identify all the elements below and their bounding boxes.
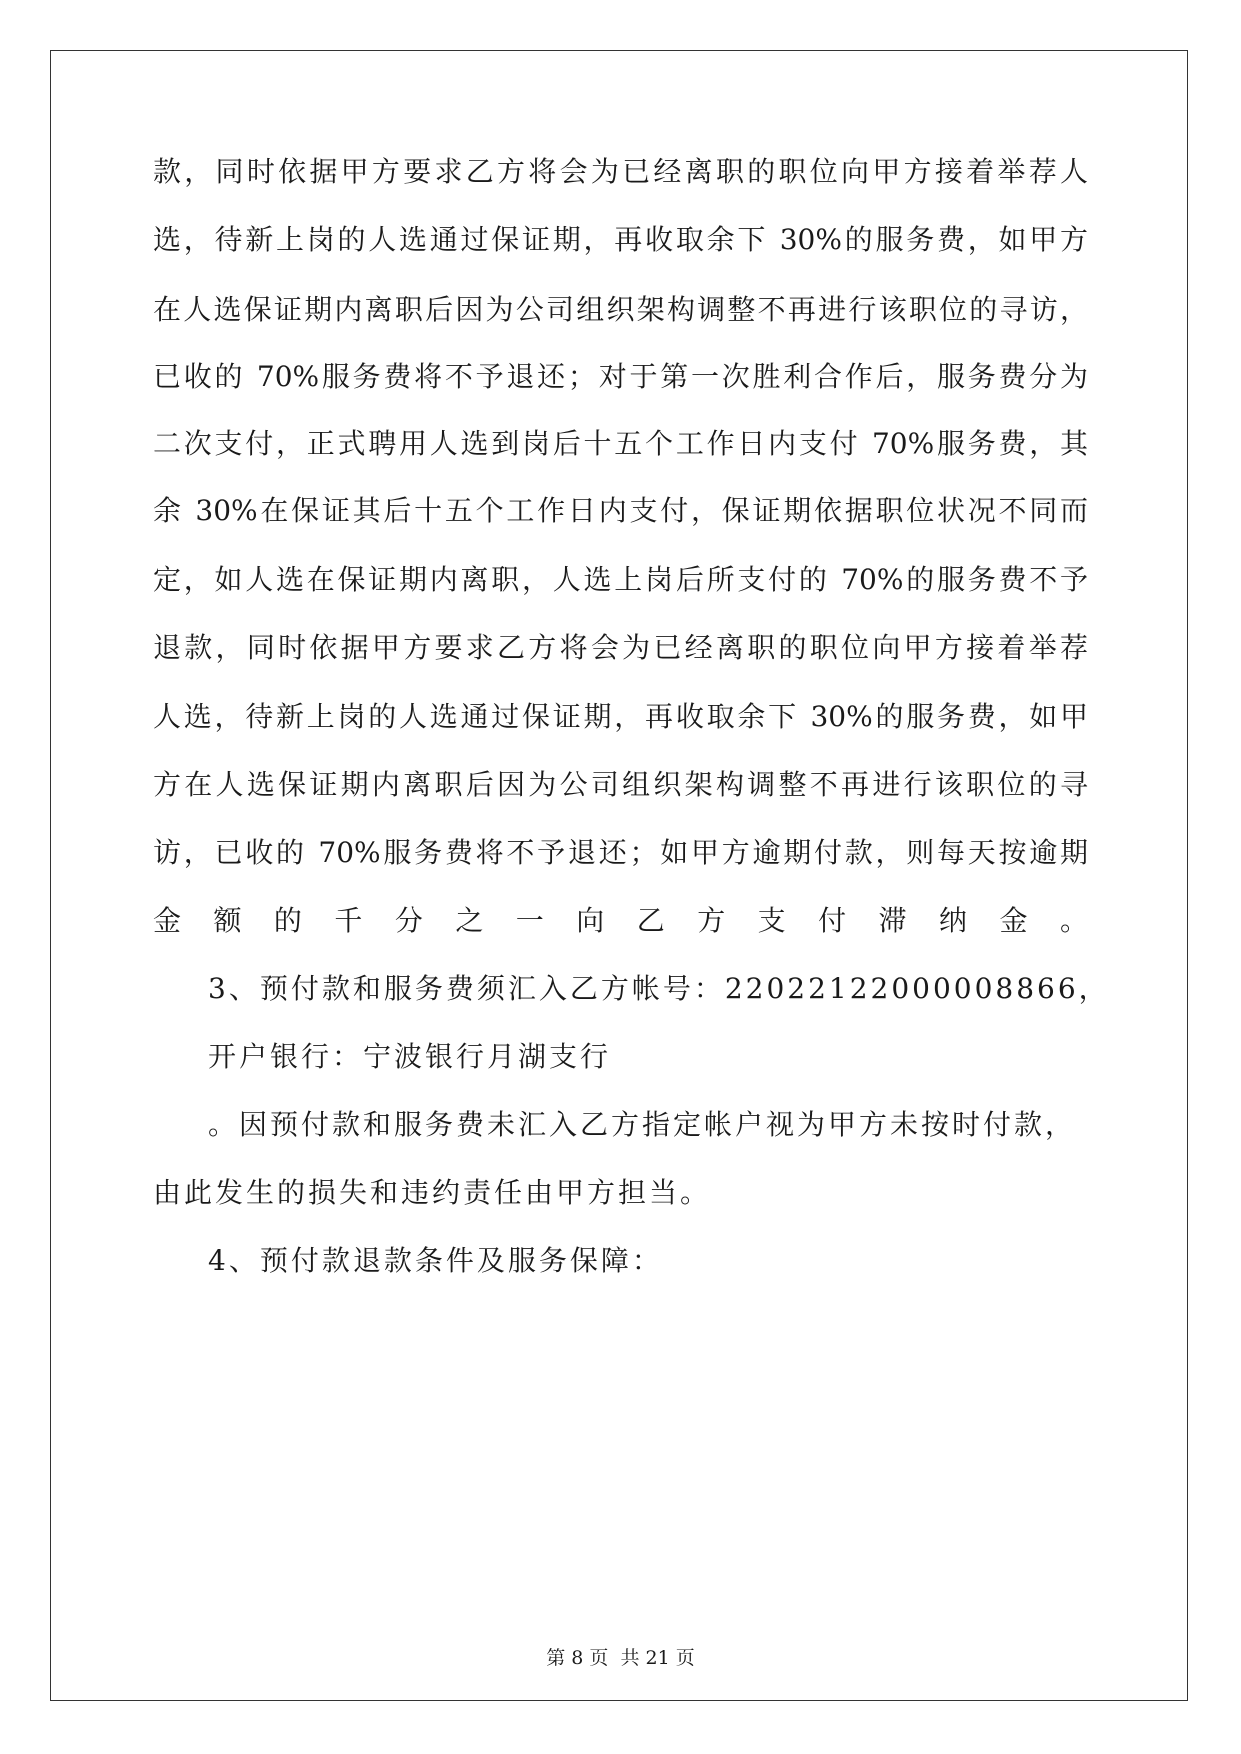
text-line: 开户银行：宁波银行月湖支行: [208, 1040, 612, 1073]
text-line: 4、预付款退款条件及服务保障：: [208, 1244, 663, 1277]
text-line: 3、预付款和服务费须汇入乙方帐号：22022122000008866，: [208, 972, 1110, 1005]
text-line: 余 30%在保证其后十五个工作日内支付，保证期依据职位状况不同而: [153, 494, 1088, 527]
text-line: 在人选保证期内离职后因为公司组织架构调整不再进行该职位的寻访，: [153, 293, 1088, 326]
page-total: 共 21 页: [620, 1647, 695, 1669]
footer-separator: [608, 1647, 620, 1669]
text-line: 由此发生的损失和违约责任由甲方担当。: [153, 1176, 712, 1209]
text-line: 。因预付款和服务费未汇入乙方指定帐户视为甲方未按时付款，: [208, 1108, 1077, 1141]
text-line: 退款，同时依据甲方要求乙方将会为已经离职的职位向甲方接着举荐: [153, 631, 1088, 664]
text-line: 访，已收的 70%服务费将不予退还；如甲方逾期付款，则每天按逾期: [153, 836, 1088, 869]
text-line: 人选，待新上岗的人选通过保证期，再收取余下 30%的服务费，如甲: [153, 700, 1088, 733]
text-line: 定，如人选在保证期内离职，人选上岗后所支付的 70%的服务费不予: [153, 563, 1088, 596]
text-line: 方在人选保证期内离职后因为公司组织架构调整不再进行该职位的寻: [153, 768, 1088, 801]
text-line: 金额的千分之一向乙方支付滞纳金。: [153, 904, 1088, 937]
text-line: 款，同时依据甲方要求乙方将会为已经离职的职位向甲方接着举荐人: [153, 155, 1088, 188]
text-line: 选，待新上岗的人选通过保证期，再收取余下 30%的服务费，如甲方: [153, 223, 1088, 256]
text-line: 已收的 70%服务费将不予退还；对于第一次胜利合作后，服务费分为: [153, 360, 1088, 393]
page-number: 第 8 页: [546, 1647, 609, 1669]
page-footer: [0, 1646, 1241, 1670]
text-line: 二次支付，正式聘用人选到岗后十五个工作日内支付 70%服务费，其: [153, 427, 1088, 460]
